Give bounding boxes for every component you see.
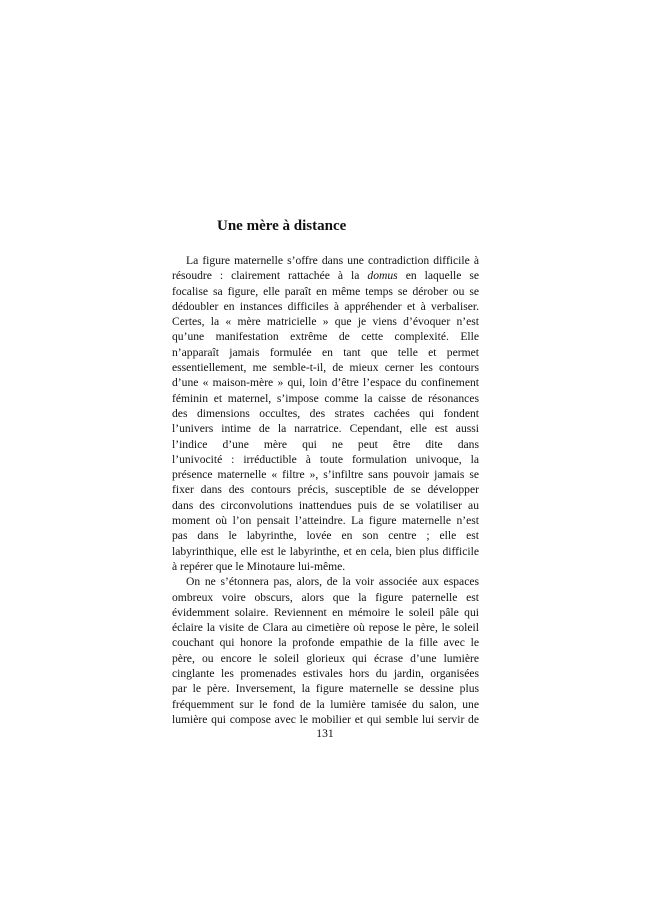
text-line: l’univers intime de la narratrice. Cependant, elle est aussi [172, 422, 479, 436]
text-line: l’univocité : irréductible à toute formulation univoque, la [172, 452, 479, 466]
text-line: éclaire la visite de Clara au cimetière où repose le père, le soleil [172, 621, 479, 635]
emphasis: domus [367, 269, 398, 283]
text-line: d’une « maison-mère » qui, loin d’être l’espace du confinement [172, 376, 479, 390]
body-text [172, 253, 479, 727]
text-line: fixer dans des contours précis, susceptible de se développer [172, 483, 479, 497]
text-line: n’apparaît jamais formulée en tant que telle et permet [172, 345, 479, 359]
paragraph [172, 574, 479, 727]
section-title: Une mère à distance [217, 218, 347, 234]
text-line: féminin et maternel, s’impose comme la caisse de résonances [172, 391, 479, 405]
text-line: résoudre : clairement rattachée à la domus en laquelle se [172, 269, 479, 283]
text-line: par le père. Inversement, la figure maternelle se dessine plus [172, 682, 479, 696]
text-line: présence maternelle « filtre », s’infiltre sans pouvoir jamais se [172, 468, 479, 482]
text-line: lumière qui compose avec le mobilier et qui semble lui servir de [172, 712, 479, 726]
text-line: ombreux voire obscurs, alors que la figure paternelle est [172, 590, 479, 604]
text-line: dédoubler en instances difficiles à appréhender et à verbaliser. [172, 299, 479, 313]
text-line: dans des circonvolutions inattendues puis de se volatiliser au [172, 498, 479, 512]
text-line: des dimensions occultes, des strates cachées qui fondent [172, 406, 479, 420]
page-number: 131 [316, 727, 334, 740]
text-line: Certes, la « mère matricielle » que je viens d’évoquer n’est [172, 315, 479, 329]
text-line: l’indice d’une mère qui ne peut être dite dans [172, 437, 479, 451]
text-line: labyrinthique, elle est le labyrinthe, et en cela, bien plus difficile [172, 544, 479, 558]
text-line: évidemment solaire. Reviennent en mémoire le soleil pâle qui [172, 605, 479, 619]
text-line: à repérer que le Minotaure lui-même. [172, 559, 346, 573]
text-line: père, ou encore le soleil glorieux qui écrase d’une lumière [172, 651, 479, 665]
text-line: moment où l’on pensait l’atteindre. La figure maternelle n’est [172, 514, 479, 528]
text-line: On ne s’étonnera pas, alors, de la voir associée aux espaces [186, 575, 479, 589]
text-line: La figure maternelle s’offre dans une contradiction difficile à [186, 254, 479, 267]
text-line: pas dans le labyrinthe, lovée en son centre ; elle est [172, 529, 479, 543]
text-line: cinglante les promenades estivales hors du jardin, organisées [172, 667, 479, 681]
text-line: focalise sa figure, elle paraît en même temps se dérober ou se [172, 284, 479, 298]
text-line: couchant qui honore la profonde empathie de la fille avec le [172, 636, 479, 650]
text-line: qu’une manifestation extrême de cette complexité. Elle [172, 330, 479, 344]
text-line: essentiellement, me semble-t-il, de mieux cerner les contours [172, 361, 479, 375]
paragraph [172, 253, 479, 574]
text-line: fréquemment sur le fond de la lumière tamisée du salon, une [172, 697, 479, 711]
